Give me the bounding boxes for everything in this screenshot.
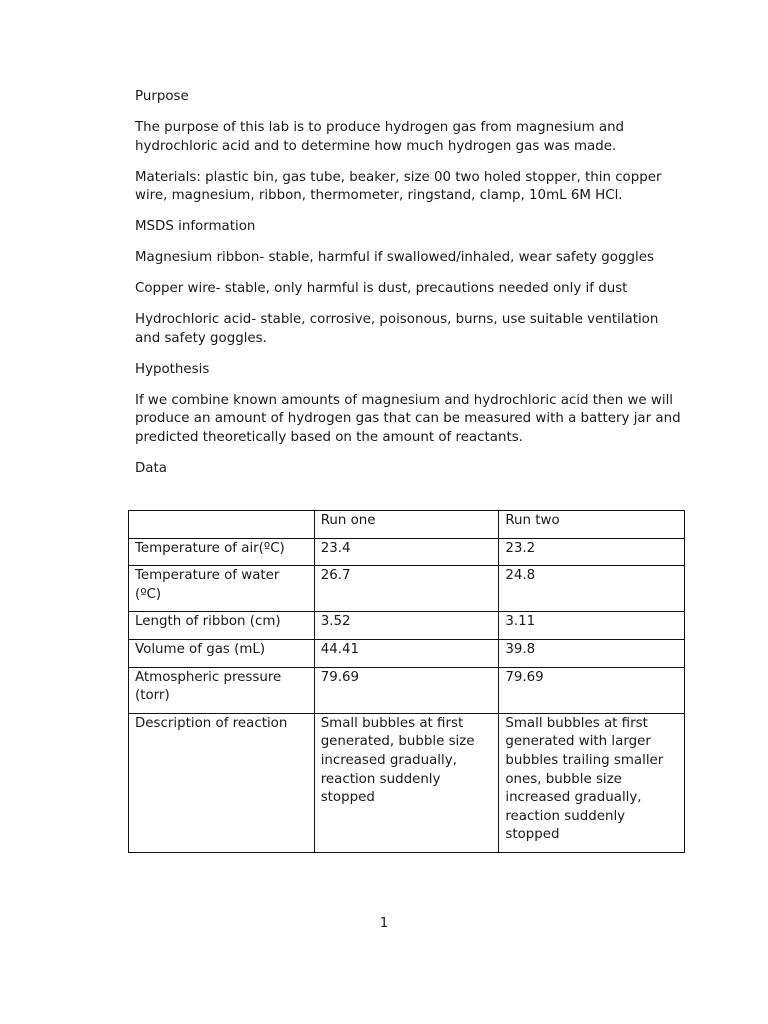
table-row bbox=[129, 538, 685, 566]
document-body bbox=[135, 88, 685, 491]
msds-magnesium-paragraph: Magnesium ribbon- stable, harmful if swallowed/inhaled, wear safety goggles bbox=[135, 250, 654, 266]
table-row bbox=[129, 566, 685, 612]
table-cell-label: Atmospheric pressure (torr) bbox=[129, 667, 315, 713]
table-cell-label: Volume of gas (mL) bbox=[129, 639, 315, 667]
data-table bbox=[128, 510, 685, 853]
table-cell-run-one: 3.52 bbox=[314, 612, 499, 640]
table-header-cell-blank bbox=[129, 511, 315, 539]
table-cell-run-two: 23.2 bbox=[499, 538, 685, 566]
table-cell-run-two: 24.8 bbox=[499, 566, 685, 612]
msds-copper-paragraph: Copper wire- stable, only harmful is dust, precautions needed only if dust bbox=[135, 281, 628, 297]
table-row bbox=[129, 713, 685, 852]
purpose-paragraph: The purpose of this lab is to produce hydrogen gas from magnesium and hydrochloric acid and to determine how much hydrogen gas was made. bbox=[135, 119, 625, 154]
data-heading: Data bbox=[135, 460, 167, 476]
page-number: 1 bbox=[379, 916, 389, 931]
table-cell-label: Length of ribbon (cm) bbox=[129, 612, 315, 640]
table-cell-run-one: Small bubbles at first generated, bubble size increased gradually, reaction suddenly stopped bbox=[314, 713, 499, 852]
table-row bbox=[129, 639, 685, 667]
table-row bbox=[129, 667, 685, 713]
msds-hcl-paragraph: Hydrochloric acid- stable, corrosive, poisonous, burns, use suitable ventilation and safety goggles. bbox=[135, 312, 659, 346]
table-cell-run-two: 39.8 bbox=[499, 639, 685, 667]
msds-heading: MSDS information bbox=[135, 219, 256, 235]
table-header-row bbox=[129, 511, 685, 539]
table-header-cell-run-two: Run two bbox=[499, 511, 685, 539]
table-row bbox=[129, 612, 685, 640]
table-cell-label: Temperature of water (ºC) bbox=[129, 566, 315, 612]
table-cell-label: Temperature of air(ºC) bbox=[129, 538, 315, 566]
table-cell-run-two: 3.11 bbox=[499, 612, 685, 640]
materials-paragraph: Materials: plastic bin, gas tube, beaker, size 00 two holed stopper, thin copper wire, magnesium, ribbon, thermometer, ringstand, clamp, 10mL 6M HCl. bbox=[135, 169, 662, 204]
table-cell-run-one: 44.41 bbox=[314, 639, 499, 667]
table-cell-run-two: Small bubbles at first generated with larger bubbles trailing smaller ones, bubble size increased gradually, reaction suddenly stopped bbox=[499, 713, 685, 852]
purpose-heading: Purpose bbox=[135, 89, 189, 104]
table-cell-run-one: 26.7 bbox=[314, 566, 499, 612]
table-cell-label: Description of reaction bbox=[129, 713, 315, 852]
table-cell-run-one: 79.69 bbox=[314, 667, 499, 713]
hypothesis-heading: Hypothesis bbox=[135, 361, 210, 377]
table-cell-run-two: 79.69 bbox=[499, 667, 685, 713]
table-cell-run-one: 23.4 bbox=[314, 538, 499, 566]
table-header-cell-run-one: Run one bbox=[314, 511, 499, 539]
hypothesis-paragraph: If we combine known amounts of magnesium and hydrochloric acid then we will produce an amount of hydrogen gas that can be measured with a battery jar and predicted theoretically based on the amount of reactants. bbox=[135, 392, 681, 445]
